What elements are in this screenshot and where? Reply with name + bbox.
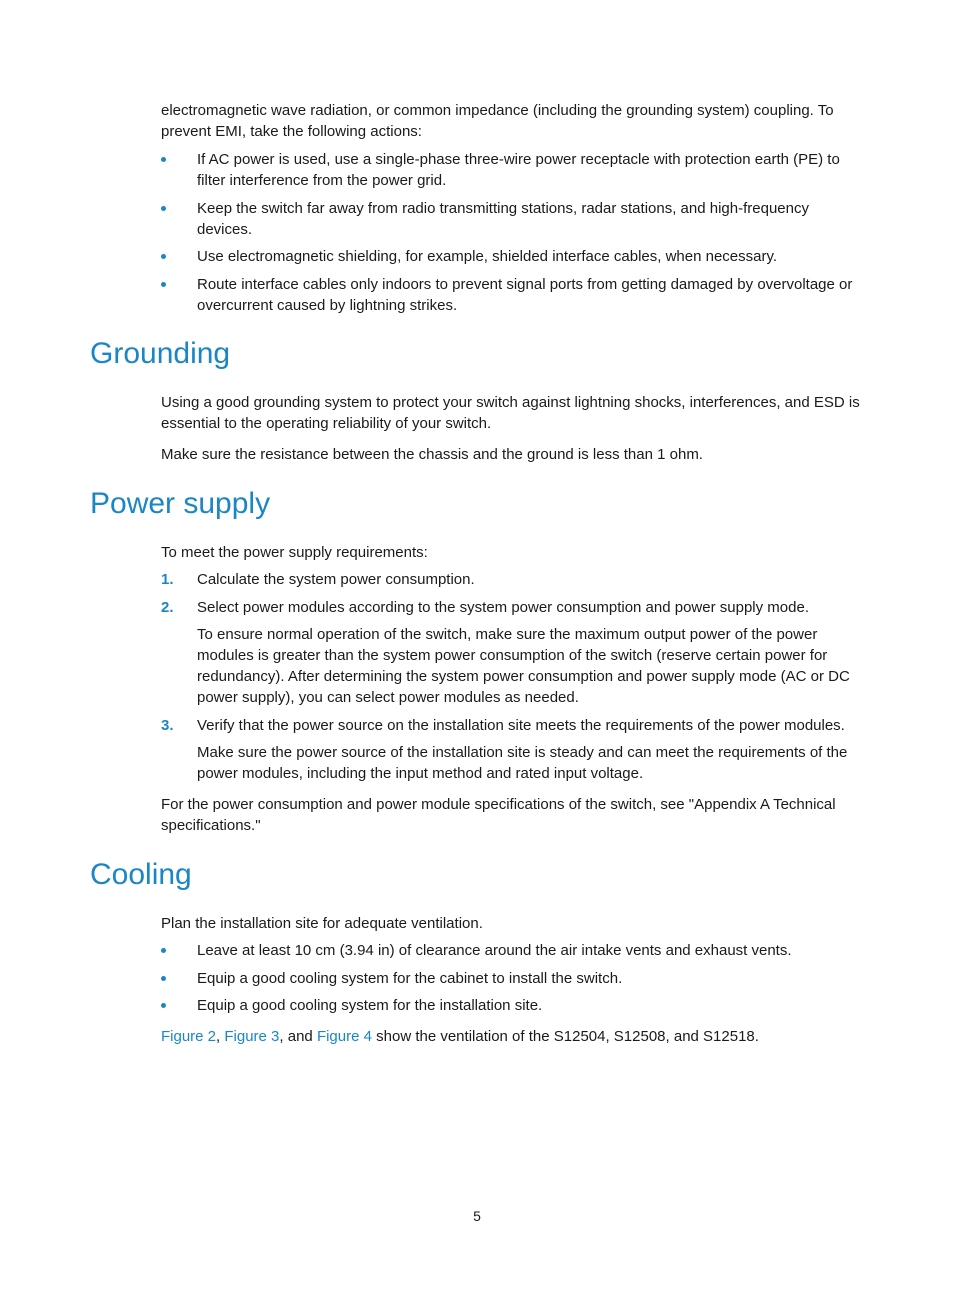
grounding-paragraph: Using a good grounding system to protect your switch against lightning shocks, interferences, and ESD is essential to the operating reliability of your switch. <box>161 394 860 432</box>
power-supply-intro: To meet the power supply requirements: <box>161 544 428 561</box>
separator-text: , and <box>279 1028 317 1045</box>
page-number: 5 <box>473 1208 481 1224</box>
step-text: Verify that the power source on the installation site meets the requirements of the power modules. <box>197 717 845 734</box>
intro-paragraph: electromagnetic wave radiation, or common impedance (including the grounding system) coupling. To prevent EMI, take the following actions: <box>161 102 834 140</box>
list-item-text: Equip a good cooling system for the cabinet to install the switch. <box>197 970 623 987</box>
section-heading-power-supply: Power supply <box>90 487 271 520</box>
step-number: 3. <box>161 717 174 734</box>
step-detail: To ensure normal operation of the switch, make sure the maximum output power of the power modules is greater than the system power consumption of the switch (reserve certain power for redundancy). After determining the system power consumption and power supply mode (AC or DC power supply), you can select power modules as needed. <box>197 626 850 706</box>
section-heading-cooling: Cooling <box>90 858 192 891</box>
section-heading-grounding: Grounding <box>90 337 231 370</box>
bullet-icon <box>161 254 166 259</box>
step-text: Calculate the system power consumption. <box>197 571 475 588</box>
list-item-text: Use electromagnetic shielding, for example, shielded interface cables, when necessary. <box>197 248 778 265</box>
figure-2-link[interactable]: Figure 2 <box>161 1028 217 1045</box>
cooling-closing <box>161 1026 867 1047</box>
step-text: Select power modules according to the system power consumption and power supply mode. <box>197 599 809 616</box>
list-item-text: Leave at least 10 cm (3.94 in) of clearance around the air intake vents and exhaust vents. <box>197 942 792 959</box>
separator-text: , <box>216 1028 225 1045</box>
bullet-icon <box>161 976 166 981</box>
list-item-text: If AC power is used, use a single-phase three-wire power receptacle with protection earth (PE) to filter interference from the power grid. <box>197 151 840 189</box>
bullet-icon <box>161 948 166 953</box>
bullet-icon <box>161 282 166 287</box>
step-number: 1. <box>161 571 174 588</box>
figure-4-link[interactable]: Figure 4 <box>316 1028 372 1045</box>
list-item-text: Keep the switch far away from radio transmitting stations, radar stations, and high-frequency devices. <box>197 200 809 238</box>
step-number: 2. <box>161 599 174 616</box>
bullet-icon <box>161 157 166 162</box>
step-detail: Make sure the power source of the installation site is steady and can meet the requirements of the power modules, including the input method and rated input voltage. <box>197 744 848 782</box>
list-item-text: Route interface cables only indoors to prevent signal ports from getting damaged by overvoltage or overcurrent caused by lightning strikes. <box>197 276 853 314</box>
figure-3-link[interactable]: Figure 3 <box>224 1028 280 1045</box>
bullet-icon <box>161 1003 166 1008</box>
closing-text: show the ventilation of the S12504, S12508, and S12518. <box>371 1028 759 1045</box>
grounding-paragraph: Make sure the resistance between the chassis and the ground is less than 1 ohm. <box>161 446 703 463</box>
bullet-icon <box>161 206 166 211</box>
list-item-text: Equip a good cooling system for the installation site. <box>197 997 543 1014</box>
cooling-intro: Plan the installation site for adequate ventilation. <box>161 915 483 932</box>
power-supply-closing: For the power consumption and power module specifications of the switch, see "Appendix A Technical specifications." <box>161 796 836 834</box>
